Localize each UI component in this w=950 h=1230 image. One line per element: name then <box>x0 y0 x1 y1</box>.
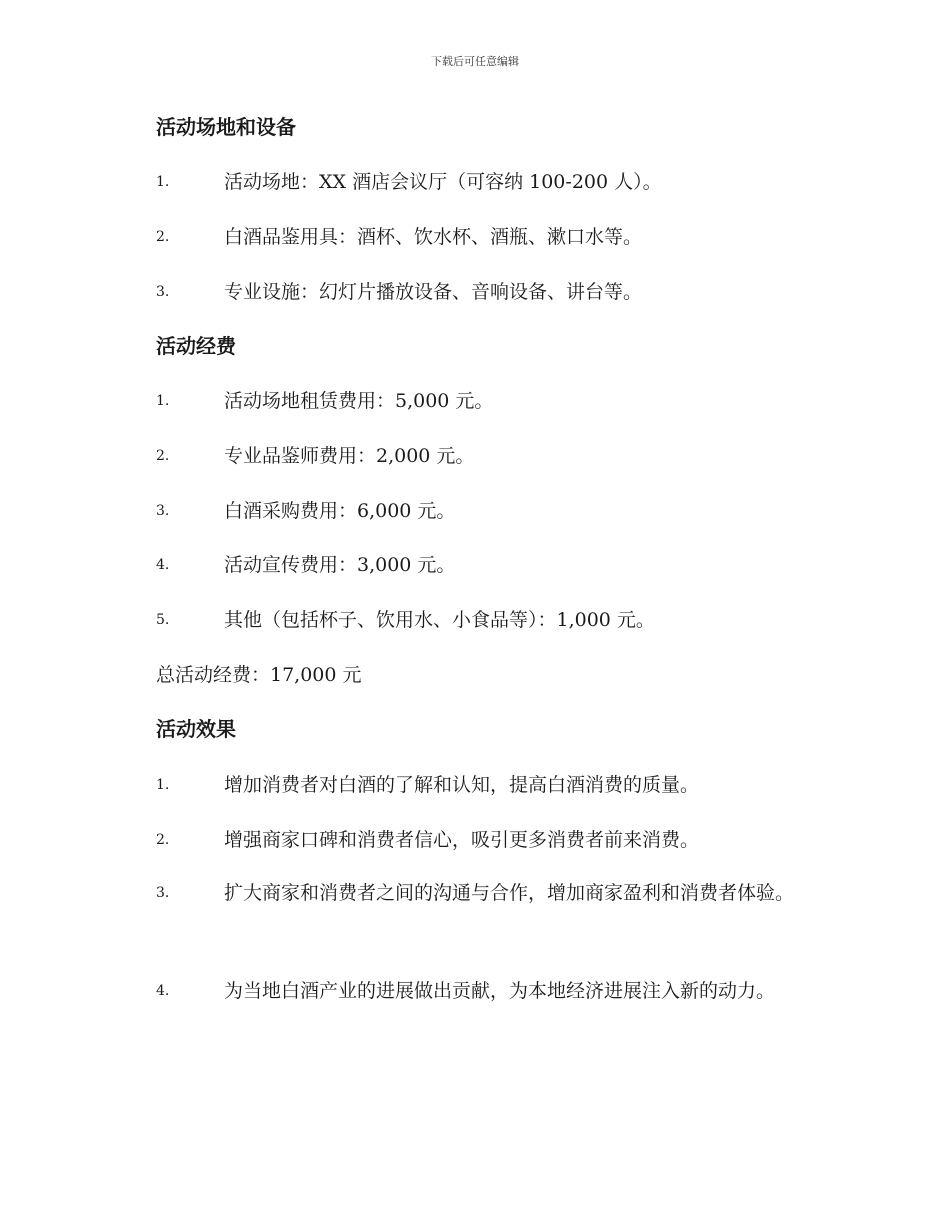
budget-total: 总活动经费：17,000 元 <box>156 664 362 686</box>
list-text: 白酒品鉴用具：酒杯、饮水杯、酒瓶、漱口水等。 <box>224 226 643 248</box>
list-item <box>0 497 950 525</box>
list-text: 其他（包括杯子、饮用水、小食品等）：1,000 元。 <box>224 609 655 631</box>
list-number: 2. <box>156 448 170 464</box>
list-number: 4. <box>156 557 170 573</box>
list-item <box>0 606 950 634</box>
section-heading-venue: 活动场地和设备 <box>156 115 296 139</box>
list-number: 3. <box>156 885 170 901</box>
list-text: 专业品鉴师费用：2,000 元。 <box>224 445 475 467</box>
list-item <box>0 771 950 799</box>
list-item <box>0 223 950 251</box>
list-item-wrapped <box>112 869 836 918</box>
list-number: 5. <box>156 612 170 628</box>
list-item <box>0 168 950 196</box>
list-item <box>0 387 950 415</box>
list-text: 白酒采购费用：6,000 元。 <box>224 500 456 522</box>
list-text: 增加消费者对白酒的了解和认知，提高白酒消费的质量。 <box>224 774 700 796</box>
list-text: 扩大商家和消费者之间的沟通与合作，增加商家盈利和消费者体验。 <box>224 882 795 904</box>
list-item <box>0 442 950 470</box>
list-number: 1. <box>156 393 170 409</box>
list-number: 1. <box>156 174 170 190</box>
list-text: 增强商家口碑和消费者信心，吸引更多消费者前来消费。 <box>224 829 700 851</box>
list-number: 3. <box>156 284 170 300</box>
list-item <box>0 826 950 854</box>
section-heading-effects: 活动效果 <box>156 717 236 741</box>
list-number: 2. <box>156 229 170 245</box>
page-header: 下载后可任意编辑 <box>431 55 519 68</box>
list-text: 专业设施：幻灯片播放设备、音响设备、讲台等。 <box>224 281 643 303</box>
list-text: 活动场地：XX 酒店会议厅（可容纳 100-200 人）。 <box>224 171 662 193</box>
list-item-wrapped <box>112 967 836 1016</box>
list-number: 2. <box>156 832 170 848</box>
list-number: 4. <box>156 983 170 999</box>
section-heading-budget: 活动经费 <box>156 334 236 358</box>
list-text: 活动宣传费用：3,000 元。 <box>224 554 456 576</box>
list-item <box>0 551 950 579</box>
list-number: 1. <box>156 777 170 793</box>
list-item <box>0 278 950 306</box>
list-text: 为当地白酒产业的进展做出贡献，为本地经济进展注入新的动力。 <box>224 980 776 1002</box>
list-text: 活动场地租赁费用：5,000 元。 <box>224 390 494 412</box>
list-number: 3. <box>156 503 170 519</box>
